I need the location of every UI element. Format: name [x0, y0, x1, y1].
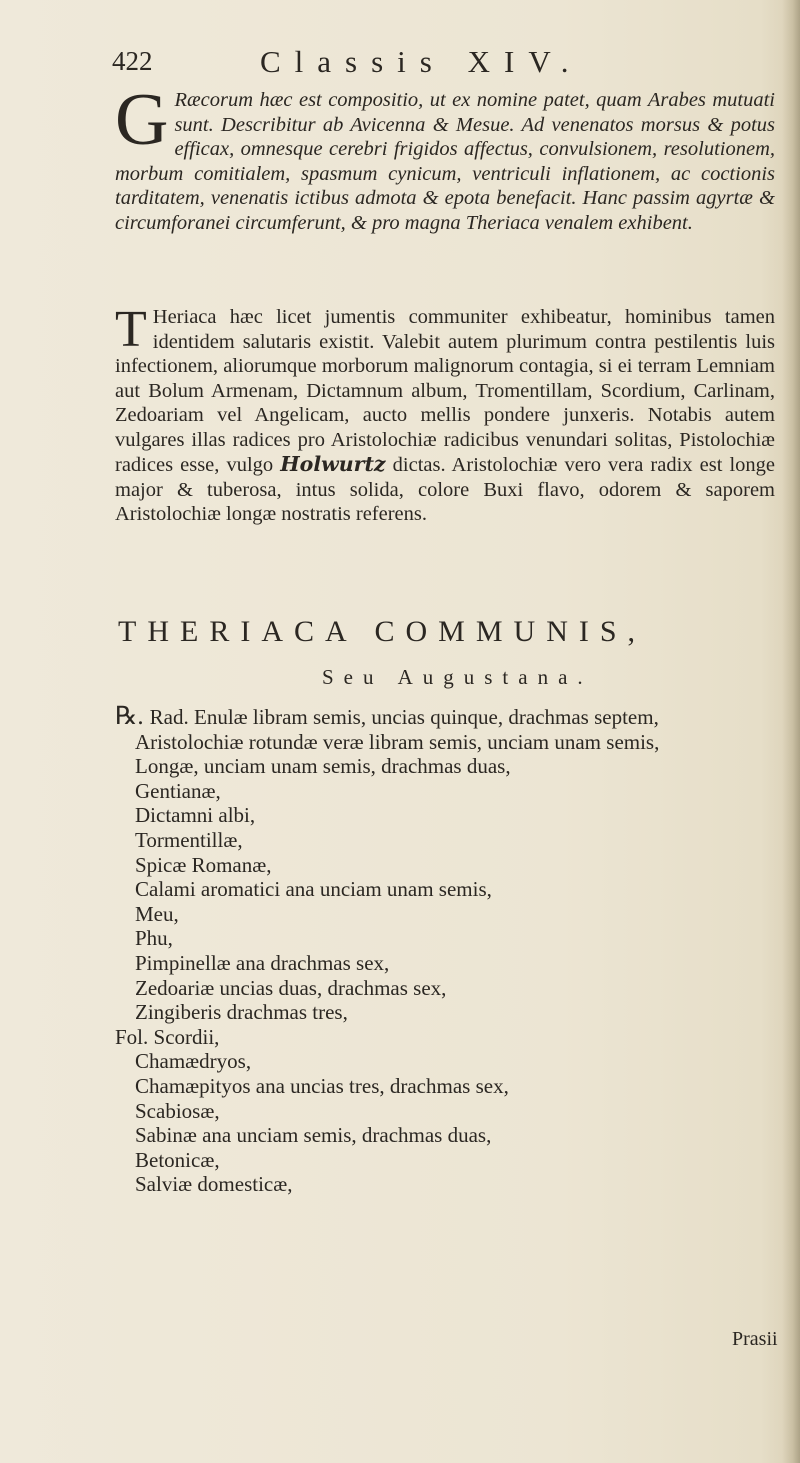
- recipe-ingredient-line: [115, 877, 780, 902]
- ingredient-text: Chamæpityos ana uncias tres, drachmas sex,: [135, 1073, 509, 1098]
- recipe-ingredient-line: [115, 828, 780, 853]
- ingredient-text: Spicæ Romanæ,: [135, 852, 272, 877]
- recipe-symbol: ℞.: [115, 703, 144, 730]
- page-edge-shadow: [782, 0, 800, 1463]
- ingredient-text: Pimpinellæ ana drachmas sex,: [135, 950, 390, 975]
- ingredient-text: Meu,: [135, 901, 179, 926]
- ingredient-text: Longæ, unciam unam semis, drachmas duas,: [135, 754, 511, 779]
- dropcap-initial: T: [115, 301, 147, 358]
- recipe-ingredient-line: [115, 779, 780, 804]
- recipe-ingredient-line: [115, 1025, 780, 1050]
- recipe-list: [115, 705, 780, 1197]
- ingredient-text: Aristolochiæ rotundæ veræ libram semis, unciam unam semis,: [135, 729, 660, 754]
- page-header: [112, 44, 712, 84]
- recipe-ingredient-line: [115, 705, 780, 730]
- recipe-subtitle: Seu Augustana.: [322, 665, 593, 689]
- recipe-ingredient-line: [115, 1123, 780, 1148]
- ingredient-text: Zedoariæ uncias duas, drachmas sex,: [135, 975, 447, 1000]
- page-number: 422: [112, 46, 153, 76]
- body-text-continued: dictas. Aristolochiæ vero vera radix est longe major & tuberosa, intus solida, colore Buxi flavo, odorem & saporem Aristolochiæ longæ nostratis referens.: [115, 454, 776, 525]
- running-head: Classis XIV.: [260, 44, 583, 79]
- ingredient-text: Chamædryos,: [135, 1049, 252, 1074]
- ingredient-text: Gentianæ,: [135, 778, 221, 803]
- dropcap-initial: G: [115, 79, 169, 161]
- catchword: Prasii: [732, 1328, 778, 1350]
- recipe-ingredient-line: [115, 754, 780, 779]
- recipe-ingredient-line: [115, 902, 780, 927]
- recipe-ingredient-line: [115, 1074, 780, 1099]
- vernacular-term: Holwurtz: [280, 452, 386, 476]
- ingredient-text: Rad. Enulæ libram semis, uncias quinque, drachmas septem,: [149, 705, 659, 729]
- recipe-ingredient-line: [115, 853, 780, 878]
- recipe-ingredient-line: [115, 1172, 780, 1197]
- recipe-ingredient-line: [115, 1049, 780, 1074]
- ingredient-text: Scabiosæ,: [135, 1098, 220, 1123]
- recipe-ingredient-line: [115, 1000, 780, 1025]
- body-text: Heriaca hæc licet jumentis communiter exhibeatur, hominibus tamen identidem salutaris existit. Valebit autem plurimum contra pestilentis luis infectionem, aliorumque morborum malignorum contagia, si ei terram Lemniam aut Bolum Armenam, Dictamnum album, Tromentillam, Scordium, Carlinam, Zedoariam vel Angelicam, aucto mellis pondere junxeris. Notabis autem vulgares illas radices pro Aristolochiæ radicibus venundari solitas, Pistolochiæ radices esse, vulgo: [115, 306, 775, 476]
- ingredient-text: Phu,: [135, 926, 173, 951]
- recipe-title: THERIACA COMMUNIS,: [118, 615, 647, 648]
- ingredient-text: Betonicæ,: [135, 1147, 220, 1172]
- recipe-ingredient-line: [115, 976, 780, 1001]
- ingredient-text: Tormentillæ,: [135, 827, 243, 852]
- recipe-ingredient-line: [115, 951, 780, 976]
- ingredient-text: Sabinæ ana unciam semis, drachmas duas,: [135, 1123, 492, 1148]
- recipe-ingredient-line: [115, 803, 780, 828]
- ingredient-text: Zingiberis drachmas tres,: [135, 1000, 348, 1025]
- recipe-ingredient-line: [115, 730, 780, 755]
- recipe-ingredient-line: [115, 926, 780, 951]
- intro-paragraph: [115, 79, 775, 235]
- ingredient-text: Fol. Scordii,: [115, 1024, 220, 1049]
- intro-text: Ræcorum hæc est compositio, ut ex nomine patet, quam Arabes mutuati sunt. Describitur ab Avicenna & Mesue. Ad venenatos morsus & potus efficax, omnesque cerebri frigidos affectus, convulsionem, resolutionem, morbum comitialem, spasmum cynicum, ventriculi inflationem, ac coctionis tarditatem, venenatis ictibus admota & epota benefacit. Hanc passim agyrtæ & circumforanei circumferunt, & pro magna Theriaca venalem exhibent.: [115, 89, 775, 234]
- recipe-ingredient-line: [115, 1148, 780, 1173]
- recipe-ingredient-line: [115, 1099, 780, 1124]
- ingredient-text: Calami aromatici ana unciam unam semis,: [135, 877, 492, 902]
- ingredient-text: Salviæ domesticæ,: [135, 1172, 293, 1197]
- body-paragraph: [115, 301, 776, 527]
- ingredient-text: Dictamni albi,: [135, 803, 256, 828]
